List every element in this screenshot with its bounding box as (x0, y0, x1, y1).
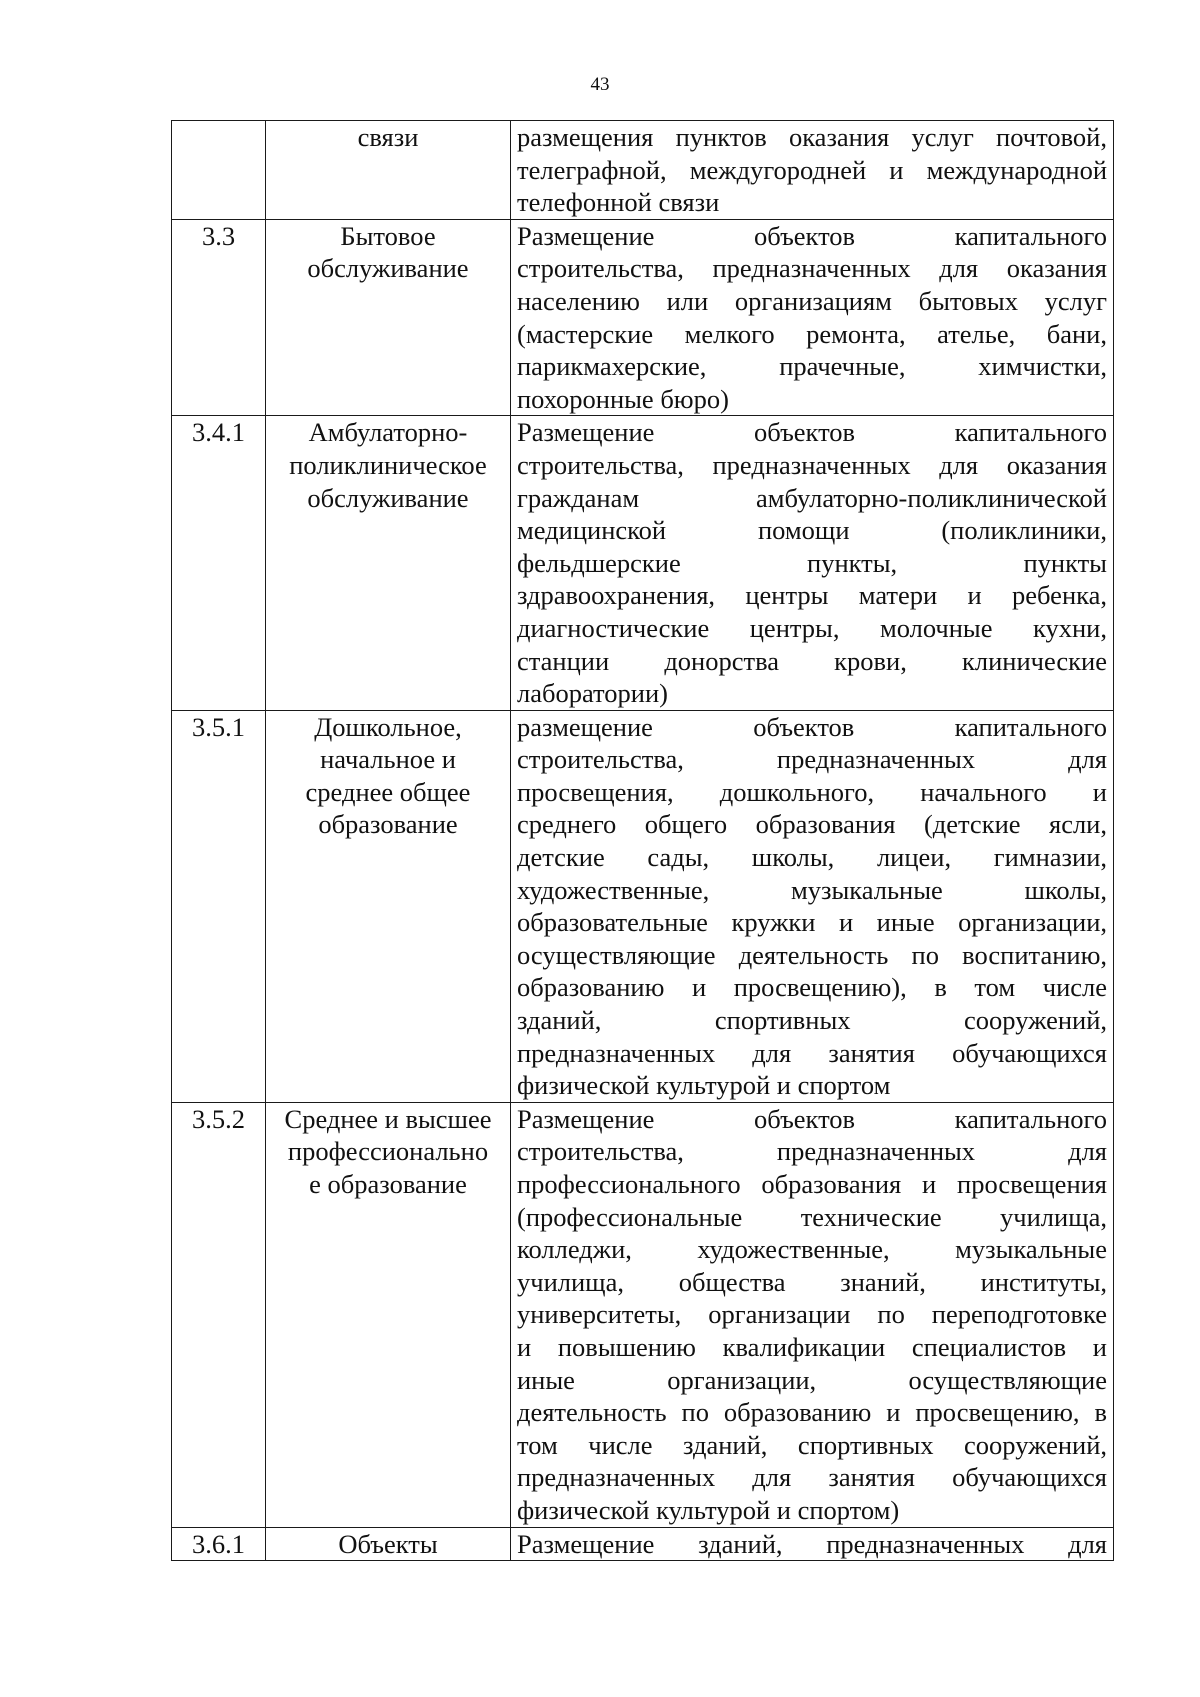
table-row (172, 710, 1114, 1102)
description-line: образованию и просвещению), в том числе (517, 972, 1107, 1003)
name-line: начальное и (320, 744, 456, 775)
name-line: Объекты (338, 1528, 438, 1559)
name-line: образование (318, 809, 458, 840)
description-line: фельдшерские пункты, пункты (517, 547, 1107, 578)
name-line: поликлиническое (289, 449, 487, 480)
row-description-cell (511, 710, 1114, 1102)
description-line: парикмахерские, прачечные, химчистки, (517, 351, 1107, 382)
land-use-table (171, 120, 1114, 1561)
description-line: том числе зданий, спортивных сооружений, (517, 1429, 1107, 1460)
description-line: предназначенных для занятия обучающихся (517, 1462, 1107, 1493)
row-name-cell (266, 710, 511, 1102)
page-number: 43 (590, 74, 610, 95)
description-line: (профессиональные технические училища, (517, 1201, 1107, 1232)
description-line: (мастерские мелкого ремонта, ателье, бани, (517, 318, 1107, 349)
name-line: профессионально (287, 1136, 489, 1167)
row-code-cell: 3.3 (172, 219, 266, 416)
description-line: строительства, предназначенных для (517, 1136, 1107, 1167)
name-line: обслуживание (307, 482, 469, 513)
description-line: телеграфной, междугородней и международной (517, 154, 1107, 185)
name-line: Дошкольное, (314, 711, 462, 742)
description-line: диагностические центры, молочные кухни, (517, 612, 1107, 643)
description-line: строительства, предназначенных для (517, 744, 1107, 775)
description-line: художественные, музыкальные школы, (517, 874, 1107, 905)
table-row (172, 1527, 1114, 1561)
row-name-cell (266, 121, 511, 220)
row-description-cell (511, 219, 1114, 416)
description-line: здравоохранения, центры матери и ребенка, (517, 580, 1107, 611)
description-line: гражданам амбулаторно-поликлинической (517, 482, 1107, 513)
description-line: университеты, организации по переподготовке (517, 1299, 1107, 1330)
row-code-cell (172, 121, 266, 220)
description-line: Размещение объектов капитального (517, 220, 1107, 251)
description-line: иные организации, осуществляющие (517, 1364, 1107, 1395)
table-body (172, 121, 1114, 1561)
description-line: Размещение объектов капитального (517, 1103, 1107, 1134)
table-row (172, 416, 1114, 710)
description-line: предназначенных для занятия обучающихся (517, 1037, 1107, 1068)
name-line: обслуживание (307, 253, 469, 284)
description-line: похоронные бюро) (517, 383, 729, 414)
description-line: среднего общего образования (детские ясли, (517, 809, 1107, 840)
name-line: среднее общее (305, 776, 471, 807)
description-line: лаборатории) (517, 678, 668, 709)
name-line: е образование (309, 1169, 467, 1199)
description-line: профессионального образования и просвещения (517, 1169, 1107, 1199)
row-code-cell: 3.4.1 (172, 416, 266, 710)
description-line: медицинской помощи (поликлиники, (517, 515, 1107, 546)
description-line: детские сады, школы, лицеи, гимназии, (517, 842, 1107, 873)
table-row (172, 1102, 1114, 1527)
description-line: училища, общества знаний, институты, (517, 1266, 1107, 1297)
description-line: осуществляющие деятельность по воспитанию, (517, 939, 1107, 970)
table-row (172, 121, 1114, 220)
description-line: и повышению квалификации специалистов и (517, 1331, 1107, 1362)
row-description-cell (511, 121, 1114, 220)
description-line: строительства, предназначенных для оказания (517, 449, 1107, 480)
row-code-cell: 3.5.2 (172, 1102, 266, 1527)
description-line: зданий, спортивных сооружений, (517, 1005, 1107, 1036)
table-row (172, 219, 1114, 416)
name-line: Среднее и высшее (284, 1103, 492, 1134)
row-code-cell: 3.5.1 (172, 710, 266, 1102)
row-description-cell (511, 416, 1114, 710)
description-line: размещения пунктов оказания услуг почтовой, (517, 122, 1107, 152)
description-line: размещение объектов капитального (517, 711, 1107, 742)
row-name-cell (266, 1102, 511, 1527)
row-description-cell (511, 1527, 1114, 1561)
name-line: связи (357, 122, 419, 152)
row-name-cell (266, 219, 511, 416)
name-line: Амбулаторно- (308, 417, 468, 448)
description-line: деятельность по образованию и просвещению, в (517, 1397, 1107, 1428)
description-line: строительства, предназначенных для оказания (517, 253, 1107, 284)
description-line: колледжи, художественные, музыкальные (517, 1234, 1107, 1265)
description-line: станции донорства крови, клинические (517, 645, 1107, 676)
description-line: телефонной связи (517, 187, 720, 218)
row-name-cell (266, 1527, 511, 1561)
description-line: физической культурой и спортом (517, 1070, 891, 1101)
description-line: физической культурой и спортом) (517, 1494, 900, 1525)
row-description-cell (511, 1102, 1114, 1527)
description-line: населению или организациям бытовых услуг (517, 285, 1107, 316)
name-line: Бытовое (340, 220, 436, 251)
description-line: Размещение зданий, предназначенных для (517, 1528, 1107, 1559)
description-line: Размещение объектов капитального (517, 417, 1107, 448)
row-name-cell (266, 416, 511, 710)
row-code-cell: 3.6.1 (172, 1527, 266, 1561)
description-line: образовательные кружки и иные организации, (517, 907, 1107, 938)
description-line: просвещения, дошкольного, начального и (517, 776, 1107, 807)
